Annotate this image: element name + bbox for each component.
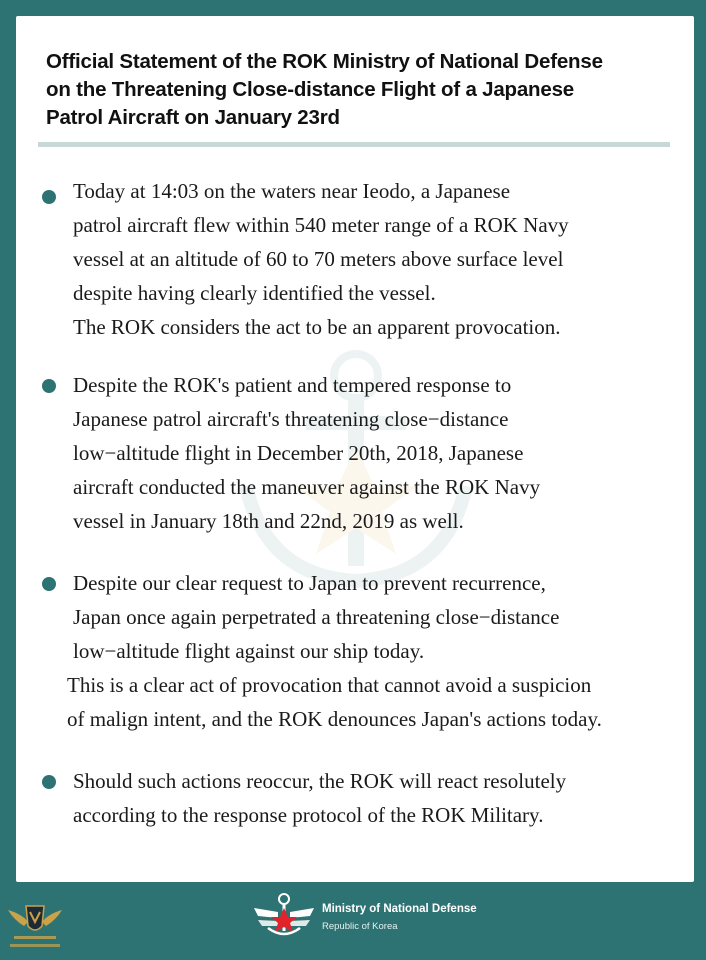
footer-ministry-name: Ministry of National Defense <box>322 903 477 915</box>
title-line-3: Patrol Aircraft on January 23rd <box>46 106 340 129</box>
paragraph-1-line-1: Today at 14:03 on the waters near Ieodo, a Japanese <box>73 179 511 203</box>
paragraph-2-line-5: vessel in January 18th and 22nd, 2019 as well. <box>73 509 464 533</box>
paragraph-1-line-2: patrol aircraft flew within 540 meter range of a ROK Navy <box>73 213 569 237</box>
bullet-icon <box>42 379 56 393</box>
paragraph-2-line-1: Despite the ROK's patient and tempered response to <box>73 373 512 397</box>
paragraph-1-line-5: The ROK considers the act to be an apparent provocation. <box>73 315 561 339</box>
title-line-2: on the Threatening Close-distance Flight of a Japanese <box>46 78 574 101</box>
bullet-icon <box>42 775 56 789</box>
paragraph-2-line-3: low−altitude flight in December 20th, 2018, Japanese <box>73 441 524 465</box>
forum-watermark-logo <box>4 896 66 956</box>
footer-country: Republic of Korea <box>322 921 398 932</box>
paragraph-3-line-1: Despite our clear request to Japan to prevent recurrence, <box>73 571 546 595</box>
bullet-icon <box>42 577 56 591</box>
paragraph-1-line-4: despite having clearly identified the vessel. <box>73 281 436 305</box>
paragraph-3-line-5: of malign intent, and the ROK denounces Japan's actions today. <box>67 707 602 731</box>
title-line-1: Official Statement of the ROK Ministry of National Defense <box>46 50 603 73</box>
paragraph-1-line-3: vessel at an altitude of 60 to 70 meters above surface level <box>73 247 564 271</box>
bullet-icon <box>42 190 56 204</box>
paragraph-2-line-2: Japanese patrol aircraft's threatening close−distance <box>73 407 509 431</box>
paragraph-2-line-4: aircraft conducted the maneuver against the ROK Navy <box>73 475 541 499</box>
paragraph-3-line-3: low−altitude flight against our ship today. <box>73 639 425 663</box>
title-divider <box>38 142 670 147</box>
mnd-emblem-icon <box>252 890 316 940</box>
paragraph-3-line-2: Japan once again perpetrated a threatening close−distance <box>73 605 560 629</box>
statement-title <box>46 48 676 132</box>
statement-card <box>16 16 694 882</box>
paragraph-4-line-2: according to the response protocol of the ROK Military. <box>73 803 544 827</box>
paragraph-4-line-1: Should such actions reoccur, the ROK will react resolutely <box>73 769 567 793</box>
paragraph-3-line-4: This is a clear act of provocation that cannot avoid a suspicion <box>67 673 592 697</box>
